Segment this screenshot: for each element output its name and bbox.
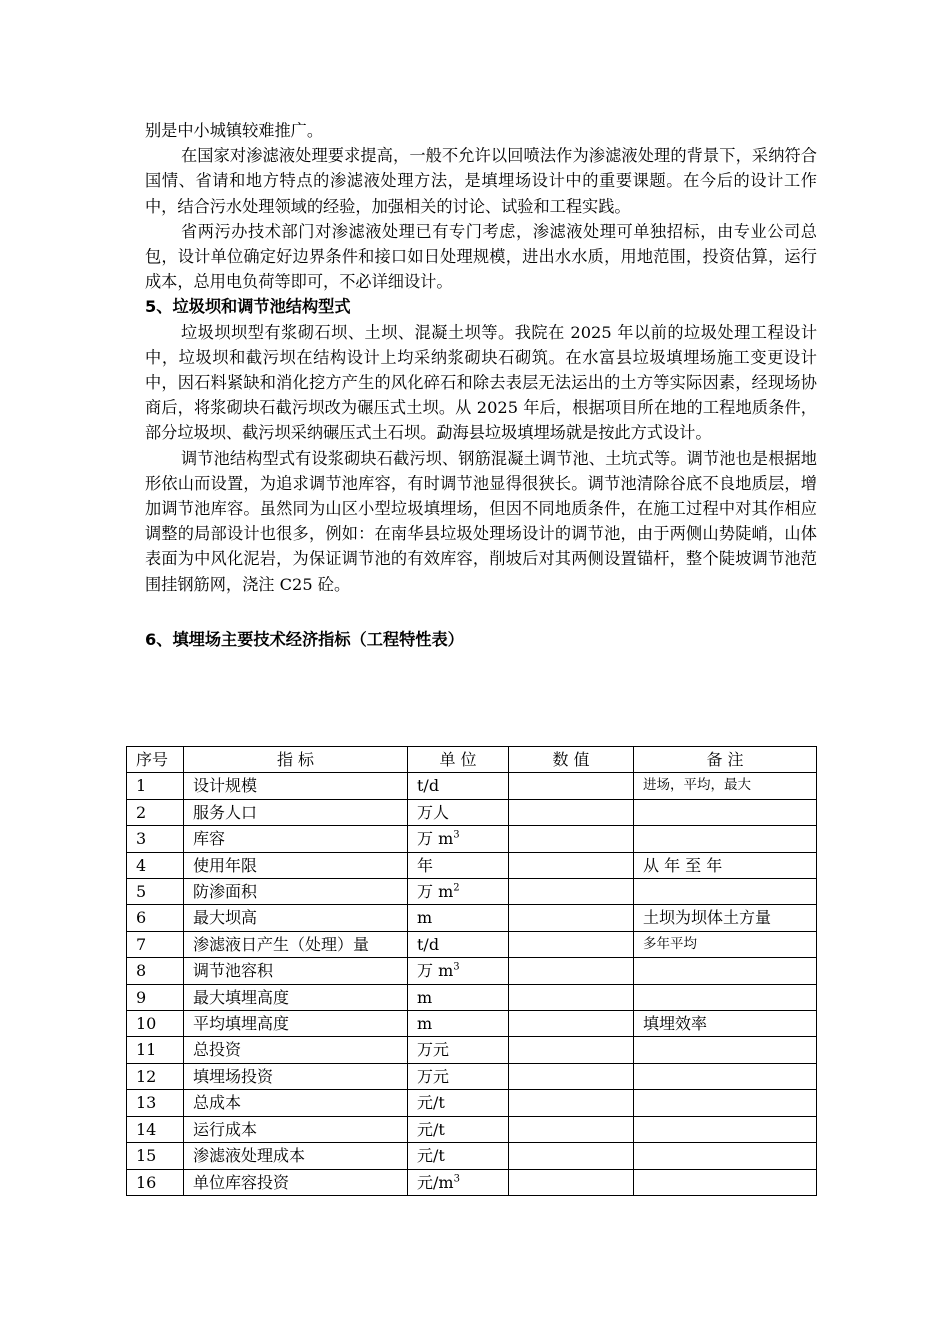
table-row xyxy=(127,931,817,957)
paragraph-continuation: 别是中小城镇较难推广。 xyxy=(145,121,324,140)
cell-value xyxy=(509,879,634,905)
cell-item-text: 调节池容积 xyxy=(193,961,274,981)
cell-unit xyxy=(408,1063,509,1089)
cell-item-text: 使用年限 xyxy=(193,855,258,875)
cell-note xyxy=(634,1063,817,1089)
cell-unit xyxy=(408,773,509,799)
cell-no-text: 12 xyxy=(136,1066,157,1086)
table-row xyxy=(127,905,817,931)
document-body xyxy=(145,118,817,668)
cell-unit-text: 年 xyxy=(417,855,434,875)
cell-item-text: 最大坝高 xyxy=(193,908,258,928)
cell-unit xyxy=(408,1116,509,1142)
cell-value xyxy=(509,905,634,931)
table-row xyxy=(127,773,817,799)
cell-note xyxy=(634,1011,817,1037)
cell-item xyxy=(184,1116,408,1142)
cell-item-text: 最大填埋高度 xyxy=(193,987,290,1007)
table-row xyxy=(127,1011,817,1037)
header-item: 指 标 xyxy=(184,747,408,773)
cell-no-text: 9 xyxy=(136,987,147,1007)
cell-item-text: 单位库容投资 xyxy=(193,1172,290,1192)
table-row xyxy=(127,984,817,1010)
cell-no-text: 13 xyxy=(136,1093,157,1113)
cell-note xyxy=(634,799,817,825)
cell-no-text: 10 xyxy=(136,1014,157,1034)
cell-no xyxy=(127,958,184,984)
cell-note-text: 填埋效率 xyxy=(643,1014,708,1034)
cell-unit xyxy=(408,826,509,852)
cell-item xyxy=(184,1143,408,1169)
table-row xyxy=(127,799,817,825)
cell-no xyxy=(127,1143,184,1169)
cell-item xyxy=(184,1169,408,1195)
cell-note xyxy=(634,852,817,878)
paragraph-leachate-requirements: 在国家对渗滤液处理要求提高，一般不允许以回喷法作为渗滤液处理的背景下，采纳符合国情、省请和地方特点的渗滤液处理方法，是填埋场设计中的重要课题。在今后的设计工作中，结合污水处理领域的经验，加强相关的讨论、试验和工程实践。 xyxy=(145,146,817,216)
cell-item-text: 设计规模 xyxy=(193,776,258,796)
cell-item xyxy=(184,905,408,931)
table-row xyxy=(127,1116,817,1142)
cell-no-text: 3 xyxy=(136,829,147,849)
cell-no xyxy=(127,1169,184,1195)
table-row xyxy=(127,826,817,852)
cell-unit xyxy=(408,879,509,905)
cell-note xyxy=(634,984,817,1010)
cell-value xyxy=(509,1116,634,1142)
cell-item xyxy=(184,852,408,878)
cell-unit-text: 元/t xyxy=(417,1119,445,1139)
cell-note xyxy=(634,773,817,799)
cell-value xyxy=(509,1063,634,1089)
cell-value xyxy=(509,1011,634,1037)
cell-note xyxy=(634,905,817,931)
cell-no xyxy=(127,773,184,799)
cell-no xyxy=(127,826,184,852)
cell-no-text: 16 xyxy=(136,1172,157,1192)
cell-item xyxy=(184,1037,408,1063)
cell-item xyxy=(184,931,408,957)
cell-item-text: 渗滤液日产生（处理）量 xyxy=(193,934,370,954)
cell-note-text: 多年平均 xyxy=(643,935,697,952)
cell-note xyxy=(634,1037,817,1063)
cell-no xyxy=(127,799,184,825)
cell-unit-text: m xyxy=(417,908,433,928)
cell-unit-text: 万 m xyxy=(417,961,454,981)
cell-unit xyxy=(408,905,509,931)
cell-no xyxy=(127,1090,184,1116)
cell-no-text: 11 xyxy=(136,1040,157,1060)
cell-unit xyxy=(408,1090,509,1116)
table-row xyxy=(127,852,817,878)
cell-unit xyxy=(408,1169,509,1195)
cell-no xyxy=(127,1011,184,1037)
cell-item xyxy=(184,1063,408,1089)
cell-value xyxy=(509,1143,634,1169)
table-row xyxy=(127,1169,817,1195)
cell-unit-text: 万 m xyxy=(417,882,454,902)
cell-item xyxy=(184,879,408,905)
cell-item xyxy=(184,1090,408,1116)
cell-unit xyxy=(408,931,509,957)
cell-no xyxy=(127,1116,184,1142)
cell-unit xyxy=(408,1143,509,1169)
cell-item xyxy=(184,984,408,1010)
cell-no xyxy=(127,984,184,1010)
section-5-heading: 5、垃圾坝和调节池结构型式 xyxy=(145,297,351,317)
cell-no xyxy=(127,905,184,931)
cell-unit xyxy=(408,958,509,984)
cell-item-text: 服务人口 xyxy=(193,802,258,822)
cell-item xyxy=(184,826,408,852)
cell-unit-text: 万 m xyxy=(417,829,454,849)
header-note: 备 注 xyxy=(634,747,817,773)
cell-unit-text: 元/t xyxy=(417,1093,445,1113)
cell-item xyxy=(184,773,408,799)
technical-indicators-table xyxy=(126,746,817,1196)
cell-unit-text: t/d xyxy=(417,934,440,954)
cell-no-text: 1 xyxy=(136,776,147,796)
cell-value xyxy=(509,984,634,1010)
cell-unit xyxy=(408,852,509,878)
cell-note xyxy=(634,1116,817,1142)
cell-note xyxy=(634,1169,817,1195)
cell-item-text: 渗滤液处理成本 xyxy=(193,1146,306,1166)
cell-no xyxy=(127,1063,184,1089)
unit-superscript: 3 xyxy=(453,1173,460,1185)
cell-unit xyxy=(408,1011,509,1037)
cell-note xyxy=(634,958,817,984)
cell-no-text: 7 xyxy=(136,934,147,954)
cell-unit xyxy=(408,799,509,825)
cell-note xyxy=(634,826,817,852)
cell-no xyxy=(127,852,184,878)
unit-superscript: 3 xyxy=(453,961,460,973)
cell-item-text: 填埋场投资 xyxy=(193,1066,274,1086)
cell-note xyxy=(634,1090,817,1116)
table-row xyxy=(127,1143,817,1169)
header-unit: 单 位 xyxy=(408,747,509,773)
cell-note-text: 土坝为坝体土方量 xyxy=(643,908,772,928)
cell-value xyxy=(509,773,634,799)
cell-item-text: 总投资 xyxy=(193,1040,242,1060)
cell-value xyxy=(509,931,634,957)
cell-value xyxy=(509,958,634,984)
cell-unit-text: t/d xyxy=(417,776,440,796)
cell-item xyxy=(184,1011,408,1037)
cell-note-text: 进场，平均，最大 xyxy=(643,777,751,794)
cell-unit-text: 万人 xyxy=(417,802,450,822)
cell-unit-text: 元/t xyxy=(417,1146,445,1166)
table-row xyxy=(127,879,817,905)
cell-item xyxy=(184,958,408,984)
paragraph-leachate-tendering: 省两污办技术部门对渗滤液处理已有专门考虑，渗滤液处理可单独招标，由专业公司总包，设计单位确定好边界条件和接口如日处理规模，进出水水质，用地范围，投资估算，运行成本，总用电负荷等即可，不必详细设计。 xyxy=(145,221,817,292)
cell-value xyxy=(509,799,634,825)
table-row xyxy=(127,1063,817,1089)
unit-superscript: 3 xyxy=(453,829,460,841)
cell-note xyxy=(634,1143,817,1169)
cell-value xyxy=(509,852,634,878)
cell-item-text: 库容 xyxy=(193,829,226,849)
cell-no-text: 8 xyxy=(136,961,147,981)
cell-unit xyxy=(408,984,509,1010)
paragraph-pond-types: 调节池结构型式有设浆砌块石截污坝、钢筋混凝土调节池、土坑式等。调节池也是根据地形依山而设置，为追求调节池库容，有时调节池显得很狭长。调节池清除谷底不良地质层，增加调节池库容。虽然同为山区小型垃圾填埋场，但因不同地质条件，在施工过程中对其作相应调整的局部设计也很多，例如：在南华县垃圾处理场设计的调节池，由于两侧山势陡峭，山体表面为中风化泥岩，为保证调节池的有效库容，削坡后对其两侧设置锚杆，整个陡坡调节池范围挂钢筋网，浇注 C25 砼。 xyxy=(145,448,817,594)
table-row xyxy=(127,1037,817,1063)
cell-no-text: 15 xyxy=(136,1146,157,1166)
cell-unit-text: m xyxy=(417,987,433,1007)
table-header-row xyxy=(127,747,817,773)
cell-no-text: 4 xyxy=(136,855,147,875)
cell-unit-text: m xyxy=(417,1014,433,1034)
cell-value xyxy=(509,1090,634,1116)
cell-unit-text: 万元 xyxy=(417,1040,450,1060)
cell-unit-text: 元/m xyxy=(417,1172,454,1192)
cell-item xyxy=(184,799,408,825)
table-row xyxy=(127,958,817,984)
paragraph-dam-types: 垃圾坝坝型有浆砌石坝、土坝、混凝土坝等。我院在 2025 年以前的垃圾处理工程设计中，垃圾坝和截污坝在结构设计上均采纳浆砌块石砌筑。在水富县垃圾填埋场施工变更设计中，因石料紧缺和消化挖方产生的风化碎石和除去表层无法运出的土方等实际因素，经现场协商后，将浆砌块石截污坝改为碾压式土坝。从 2025 年后，根据项目所在地的工程地质条件，部分垃圾坝、截污坝采纳碾压式土石坝。勐海县垃圾填埋场就是按此方式设计。 xyxy=(145,322,817,443)
cell-item-text: 运行成本 xyxy=(193,1119,258,1139)
cell-no xyxy=(127,931,184,957)
table-row xyxy=(127,1090,817,1116)
cell-note xyxy=(634,879,817,905)
section-6-heading: 6、填埋场主要技术经济指标（工程特性表） xyxy=(145,629,464,649)
cell-item-text: 平均填埋高度 xyxy=(193,1014,290,1034)
header-value: 数 值 xyxy=(509,747,634,773)
cell-no-text: 6 xyxy=(136,908,147,928)
cell-no-text: 14 xyxy=(136,1119,157,1139)
cell-unit xyxy=(408,1037,509,1063)
cell-value xyxy=(509,826,634,852)
cell-note xyxy=(634,931,817,957)
cell-item-text: 总成本 xyxy=(193,1093,242,1113)
cell-item-text: 防渗面积 xyxy=(193,882,258,902)
cell-no xyxy=(127,1037,184,1063)
cell-no-text: 2 xyxy=(136,802,147,822)
cell-no-text: 5 xyxy=(136,882,147,902)
cell-value xyxy=(509,1037,634,1063)
cell-note-text: 从 年 至 年 xyxy=(643,855,723,875)
header-no: 序号 xyxy=(127,747,184,773)
cell-no xyxy=(127,879,184,905)
unit-superscript: 2 xyxy=(453,882,460,894)
cell-unit-text: 万元 xyxy=(417,1066,450,1086)
cell-value xyxy=(509,1169,634,1195)
